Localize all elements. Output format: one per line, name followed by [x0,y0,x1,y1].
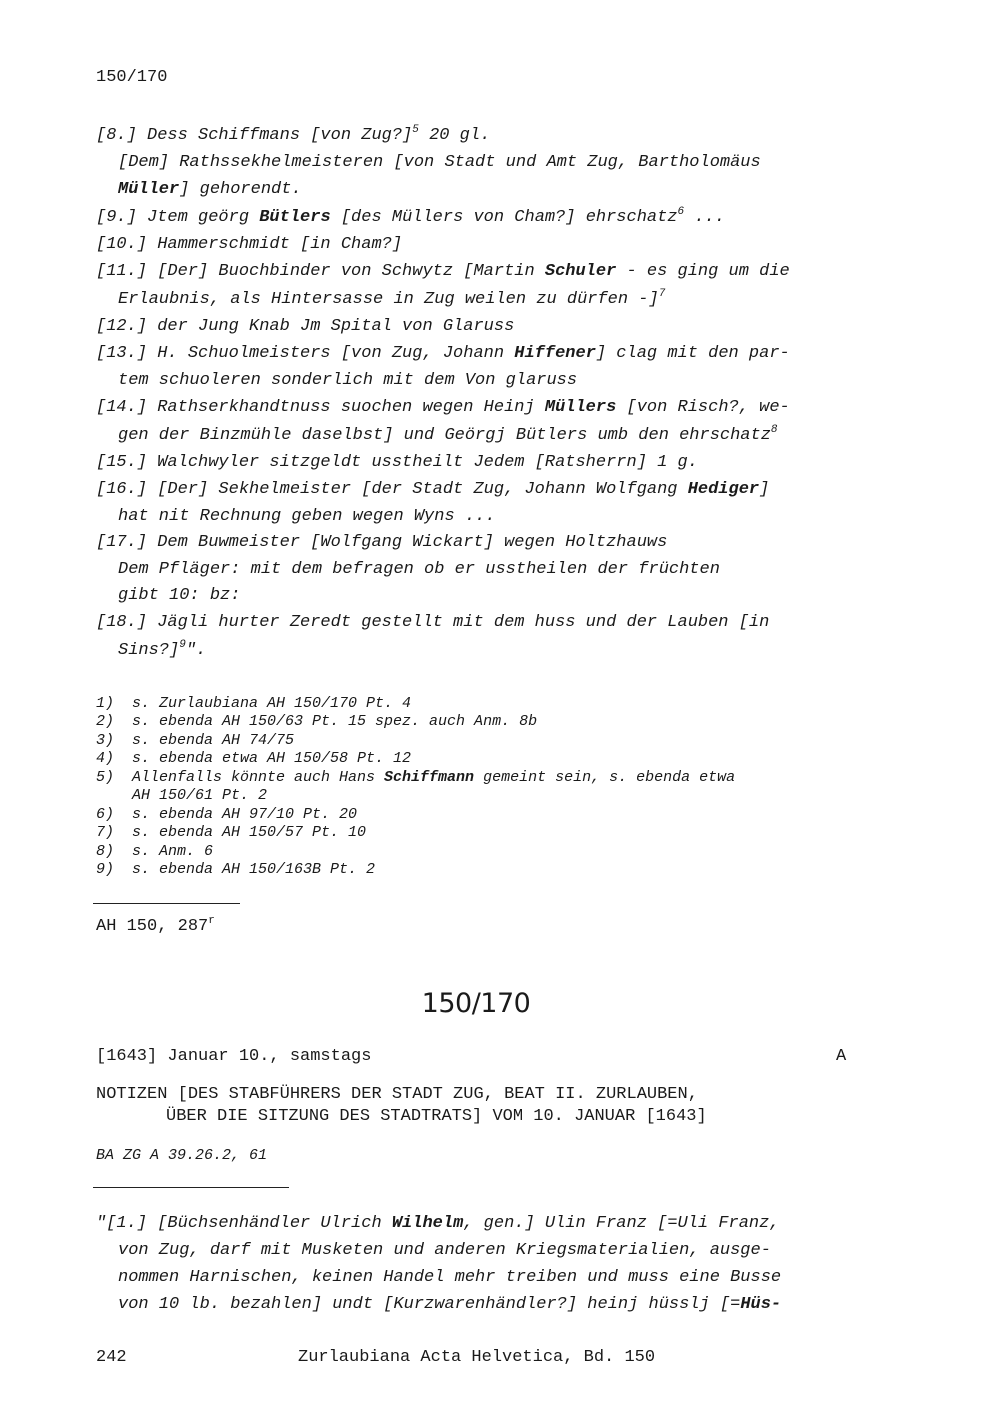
footnote [96,861,375,878]
entry-date: [1643] Januar 10., samstags [96,1047,372,1066]
name-bold: Schiffmann [384,769,475,786]
text-line [118,586,240,605]
text-run: 7) s. ebenda AH 150/57 Pt. 10 [96,824,367,841]
text-line [118,371,577,390]
text-run: 4) s. ebenda etwa AH 150/58 Pt. 12 [96,750,412,767]
text-run: Sins?] [118,641,180,660]
text-run: hat nit Rechnung geben wegen Wyns ... [118,507,496,526]
text-run: [von Risch?, we- [616,398,790,417]
text-run: [12.] der Jung Knab Jm Spital von Glaruss [96,317,515,336]
text-line [96,208,725,227]
text-run: ] [759,480,770,499]
text-run: 6) s. ebenda AH 97/10 Pt. 20 [96,806,358,823]
text-run: nommen Harnischen, keinen Handel mehr treiben und muss eine Busse [118,1268,782,1287]
text-line [96,453,698,472]
text-run: 9) s. ebenda AH 150/163B Pt. 2 [96,861,376,878]
footnote-ref: 8 [770,424,778,436]
text-run: [14.] Rathserkhandtnuss suochen wegen Heinj [96,398,545,417]
text-run: ] gehorendt. [179,180,302,199]
text-run: , gen.] Ulin Franz [=Uli Franz, [463,1214,780,1233]
text-line [118,641,206,660]
text-run: gen der Binzmühle daselbst] und Geörgj Bütlers umb den ehrschatz [118,426,771,445]
divider [93,1187,289,1188]
name-bold: Müllers [544,398,617,417]
footnote [96,843,213,860]
text-line [118,1268,781,1287]
text-run: 3) s. ebenda AH 74/75 [96,732,295,749]
text-run: 8) s. Anm. 6 [96,843,214,860]
text-run: [9.] Jtem geörg [96,208,260,227]
name-bold: Bütlers [259,208,331,227]
name-bold: Hüs- [740,1295,782,1314]
text-run: [Dem] Rathssekhelmeisteren [von Stadt und Amt Zug, Bartholomäus [118,153,761,172]
text-line [96,613,769,632]
text-line [96,126,490,145]
text-line [96,344,790,363]
publication-title: Zurlaubiana Acta Helvetica, Bd. 150 [298,1348,656,1367]
text-run: Erlaubnis, als Hintersasse in Zug weilen zu dürfen -] [118,290,659,309]
text-line [118,153,761,172]
footnote-ref: 5 [412,124,419,136]
text-run: ] clag mit den par- [595,344,790,363]
text-run: ... [684,208,725,227]
text-run: [18.] Jägli hurter Zeredt gestellt mit dem huss und der Lauben [in [96,613,770,632]
name-bold: Müller [118,180,180,199]
text-line [118,1295,781,1314]
footnote [96,713,537,730]
text-run: 1) s. Zurlaubiana AH 150/170 Pt. 4 [96,695,412,712]
text-line [118,426,778,445]
text-line [96,398,790,417]
text-run: gemeint sein, s. ebenda etwa [474,769,736,786]
text-line [96,262,790,281]
entry-number: 150/170 [421,988,531,1019]
text-run: 5) Allenfalls könnte auch Hans [96,769,385,786]
text-run: 20 gl. [418,126,491,145]
footnote [96,695,411,712]
footnote-ref: 9 [179,639,186,651]
text-line [118,290,665,309]
text-line [96,317,514,336]
text-run: gibt 10: bz: [118,586,241,605]
text-run: 2) s. ebenda AH 150/63 Pt. 15 spez. auch Anm. 8b [96,713,538,730]
entry-title-line: ÜBER DIE SITZUNG DES STADTRATS] VOM 10. JANUAR [1643] [166,1107,707,1126]
text-line [118,1241,771,1260]
text-line [96,1214,780,1233]
text-run: von 10 lb. bezahlen] undt [Kurzwarenhändler?] heinj hüsslj [= [118,1295,741,1314]
footnote-ref: 6 [677,206,685,218]
text-line [96,235,402,254]
text-run: [10.] Hammerschmidt [in Cham?] [96,235,403,254]
footnote [96,750,411,767]
footnote [96,824,366,841]
text-run: [15.] Walchwyler sitzgeldt usstheilt Jedem [Ratsherrn] 1 g. [96,453,698,472]
page-header-doc-number: 150/170 [96,68,168,87]
text-line [96,480,769,499]
text-line [96,533,667,552]
footnote [96,787,267,804]
archive-reference: BA ZG A 39.26.2, 61 [96,1147,268,1164]
entry-title-line: NOTIZEN [DES STABFÜHRERS DER STADT ZUG, BEAT II. ZURLAUBEN, [96,1085,698,1104]
footnote [96,769,735,786]
footnote [96,732,294,749]
footnote [96,806,357,823]
text-line [118,180,302,199]
name-bold: Hediger [687,480,760,499]
text-run: [8.] Dess Schiffmans [von Zug?] [96,126,413,145]
text-run: von Zug, darf mit Musketen und anderen Kriegsmaterialien, ausge- [118,1241,771,1260]
footnote-ref: 7 [658,288,666,300]
text-run: [11.] [Der] Buochbinder von Schwytz [Martin [96,262,545,281]
text-run: [des Müllers von Cham?] ehrschatz [330,208,678,227]
text-run: "[1.] [Büchsenhändler Ulrich [96,1214,392,1233]
text-run: tem schuoleren sonderlich mit dem Von glaruss [118,371,578,390]
source-reference: AH 150, 287$^r$ [96,915,215,936]
name-bold: Schuler [544,262,617,281]
text-run: [16.] [Der] Sekhelmeister [der Stadt Zug, Johann Wolfgang [96,480,688,499]
text-run: - es ging um die [616,262,790,281]
text-run: ". [185,641,207,660]
name-bold: Hiffener [514,344,596,363]
text-line [118,560,720,579]
text-run: Dem Pfläger: mit dem befragen ob er usstheilen der früchten [118,560,720,579]
text-run: [13.] H. Schuolmeisters [von Zug, Johann [96,344,515,363]
page-number: 242 [96,1348,127,1367]
text-run: [17.] Dem Buwmeister [Wolfgang Wickart] wegen Holtzhauws [96,533,668,552]
name-bold: Wilhelm [391,1214,464,1233]
entry-marker: A [836,1047,847,1066]
text-run: AH 150/61 Pt. 2 [96,787,268,804]
text-line [118,507,495,526]
divider [93,903,240,904]
